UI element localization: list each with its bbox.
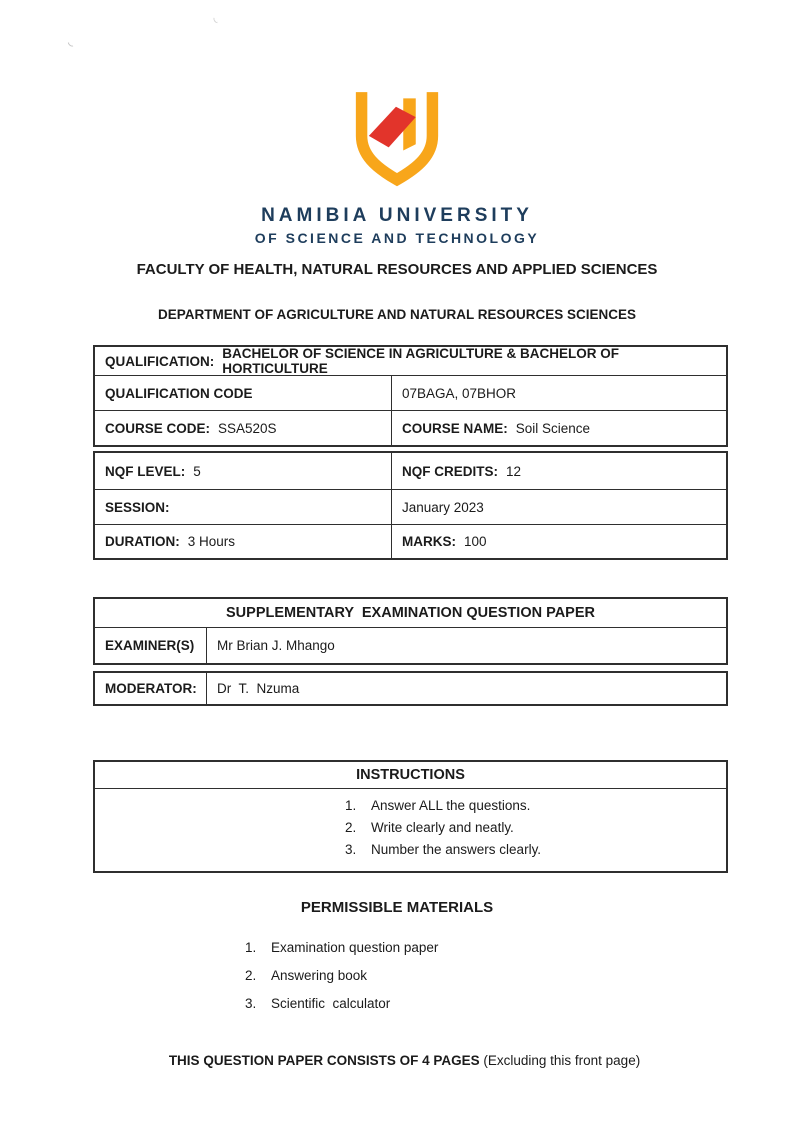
qualification-value: BACHELOR OF SCIENCE IN AGRICULTURE & BACHELOR OF HORTICULTURE	[222, 346, 623, 376]
instruction-text: Write clearly and neatly.	[371, 820, 514, 835]
duration-row	[95, 524, 726, 558]
university-logo-block	[0, 0, 794, 246]
material-text: Scientific calculator	[271, 996, 391, 1011]
instruction-number: 1.	[345, 798, 357, 813]
page-count-regular: (Excluding this front page)	[479, 1053, 641, 1068]
course-code-cell	[95, 411, 392, 445]
material-number: 1.	[245, 940, 257, 955]
session-label-cell	[95, 490, 392, 524]
material-number: 3.	[245, 996, 257, 1011]
qualification-code-row	[95, 375, 726, 410]
department-heading: DEPARTMENT OF AGRICULTURE AND NATURAL RESOURCES SCIENCES	[157, 307, 636, 322]
instruction-item	[345, 817, 726, 839]
material-item	[245, 966, 794, 986]
material-text: Examination question paper	[271, 940, 439, 955]
nqf-row	[95, 453, 726, 489]
qualification-row	[95, 347, 726, 375]
qualification-code-label-cell	[95, 376, 392, 410]
instruction-number: 2.	[345, 820, 357, 835]
permissible-materials-title: PERMISSIBLE MATERIALS	[300, 899, 494, 916]
session-value: January 2023	[402, 499, 484, 515]
course-name-value: Soil Science	[515, 420, 591, 436]
instructions-list	[95, 789, 726, 871]
marks-cell	[392, 534, 726, 549]
course-info-table-lower	[93, 451, 728, 560]
moderator-label: MODERATOR:	[105, 681, 197, 696]
material-item	[245, 994, 794, 1014]
course-name-cell	[392, 421, 726, 436]
duration-value: 3 Hours	[187, 534, 236, 549]
nqf-level-cell	[95, 453, 392, 489]
marks-value: 100	[464, 534, 487, 549]
examiner-value-cell	[207, 638, 726, 653]
page-count-note	[0, 1038, 794, 1083]
examiner-label: EXAMINER(S)	[105, 638, 195, 653]
nqf-credits-cell	[392, 464, 726, 479]
duration-label: DURATION:	[105, 534, 180, 549]
examiner-value: Mr Brian J. Mhango	[217, 638, 335, 653]
instruction-text: Number the answers clearly.	[371, 842, 542, 857]
course-code-label: COURSE CODE:	[105, 420, 211, 436]
session-row	[95, 489, 726, 524]
material-text: Answering book	[271, 968, 368, 983]
university-wordmark: NAMIBIA UNIVERSITY	[261, 205, 533, 226]
instructions-title: INSTRUCTIONS	[356, 767, 465, 783]
nqf-credits-label: NQF CREDITS:	[402, 463, 498, 479]
qualification-code-label: QUALIFICATION CODE	[105, 385, 253, 401]
duration-cell	[95, 525, 392, 558]
moderator-row	[95, 673, 726, 704]
moderator-label-cell	[95, 673, 207, 704]
university-wordmark-subtitle: OF SCIENCE AND TECHNOLOGY	[254, 230, 540, 246]
faculty-heading: FACULTY OF HEALTH, NATURAL RESOURCES AND APPLIED SCIENCES	[136, 261, 658, 278]
course-info-table-upper	[93, 345, 728, 447]
material-item	[245, 938, 794, 958]
moderator-table	[93, 671, 728, 706]
instruction-text: Answer ALL the questions.	[371, 798, 531, 813]
examiner-row	[95, 627, 726, 663]
materials-list	[0, 938, 794, 1014]
instruction-item	[345, 795, 726, 817]
course-code-value: SSA520S	[218, 420, 277, 436]
nust-shield-logo	[354, 88, 440, 188]
marks-label: MARKS:	[402, 534, 456, 549]
examiner-label-cell	[95, 628, 207, 663]
instructions-box	[93, 760, 728, 873]
nqf-credits-value: 12	[506, 463, 522, 479]
instruction-item	[345, 839, 726, 861]
qualification-code-value-cell	[392, 386, 726, 401]
moderator-value-cell	[207, 681, 726, 696]
qualification-code-value: 07BAGA, 07BHOR	[402, 385, 517, 401]
qualification-label: QUALIFICATION:	[105, 353, 215, 369]
instruction-number: 3.	[345, 842, 357, 857]
qualification-cell	[95, 346, 726, 376]
nqf-level-value: 5	[193, 463, 201, 479]
material-number: 2.	[245, 968, 257, 983]
exam-paper-table	[93, 597, 728, 665]
nqf-level-label: NQF LEVEL:	[105, 463, 186, 479]
exam-paper-title: SUPPLEMENTARY EXAMINATION QUESTION PAPER	[226, 605, 595, 621]
course-code-row	[95, 410, 726, 445]
course-name-label: COURSE NAME:	[402, 420, 508, 436]
session-label: SESSION:	[105, 499, 170, 515]
page-count-bold: THIS QUESTION PAPER CONSISTS OF 4 PAGES	[168, 1053, 480, 1068]
instructions-list-area	[95, 788, 726, 871]
session-value-cell	[392, 500, 726, 515]
moderator-value: Dr T. Nzuma	[217, 681, 300, 696]
